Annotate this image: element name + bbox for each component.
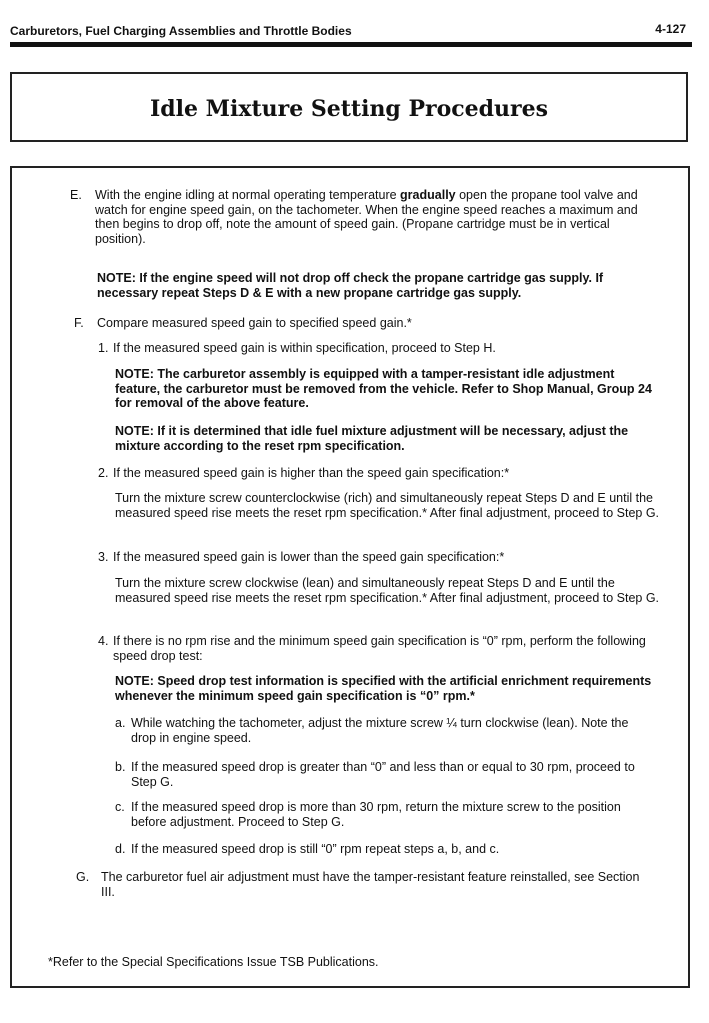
step-f3-detail: Turn the mixture screw clockwise (lean) and simultaneously repeat Steps D and E until the measured speed rise meets the reset rpm specification.* After final adjustment, proceed to Step G. xyxy=(115,576,660,605)
step-f2-label: 2. xyxy=(98,466,109,480)
step-f3-label: 3. xyxy=(98,550,109,564)
page-header xyxy=(10,22,690,42)
step-f1-label: 1. xyxy=(98,341,109,355)
step-f2-detail: Turn the mixture screw counterclockwise (rich) and simultaneously repeat Steps D and E until the measured speed rise meets the reset rpm specification.* After final adjustment, proceed to Step G. xyxy=(115,491,660,520)
step-f4-note: NOTE: Speed drop test information is specified with the artificial enrichment requirements whenever the minimum speed gain specification is “0” rpm.* xyxy=(115,674,652,703)
step-e-text-before: With the engine idling at normal operating temperature xyxy=(95,188,401,202)
step-g-text: The carburetor fuel air adjustment must have the tamper-resistant feature reinstalled, see Section III. xyxy=(101,870,640,899)
step-f4-text: If there is no rpm rise and the minimum speed gain specification is “0” rpm, perform the following speed drop test: xyxy=(113,634,646,663)
step-f4b-text: If the measured speed drop is greater than “0” and less than or equal to 30 rpm, proceed to Step G. xyxy=(131,760,635,789)
footnote: *Refer to the Special Specifications Issue TSB Publications. xyxy=(48,955,379,969)
step-f4d-text: If the measured speed drop is still “0” rpm repeat steps a, b, and c. xyxy=(131,842,500,856)
step-e-text xyxy=(95,188,655,246)
page-title: Idle Mixture Setting Procedures xyxy=(149,96,549,122)
step-f3-text: If the measured speed gain is lower than the speed gain specification:* xyxy=(113,550,505,564)
step-f-label: F. xyxy=(74,316,84,330)
step-f4d-label: d. xyxy=(115,842,126,856)
page-number: 4-127 xyxy=(655,22,686,36)
step-f4c-label: c. xyxy=(115,800,125,814)
step-f4a-text: While watching the tachometer, adjust the mixture screw ¼ turn clockwise (lean). Note the drop in engine speed. xyxy=(131,716,629,745)
step-f1-text: If the measured speed gain is within specification, proceed to Step H. xyxy=(113,341,496,355)
header-rule xyxy=(10,42,692,47)
step-f2-text: If the measured speed gain is higher than the speed gain specification:* xyxy=(113,466,510,480)
step-f-text: Compare measured speed gain to specified speed gain.* xyxy=(97,316,412,330)
step-e-note: NOTE: If the engine speed will not drop off check the propane cartridge gas supply. If necessary repeat Steps D & E with a new propane cartridge gas supply. xyxy=(97,271,604,300)
step-f4b-label: b. xyxy=(115,760,126,774)
title-box xyxy=(10,72,688,142)
step-f4a-label: a. xyxy=(115,716,126,730)
step-f4-label: 4. xyxy=(98,634,109,648)
step-f1-note2: NOTE: If it is determined that idle fuel mixture adjustment will be necessary, adjust the mixture according to the reset rpm specification. xyxy=(115,424,629,453)
step-e-bold-word: gradually xyxy=(400,188,456,202)
step-e-label: E. xyxy=(70,188,82,202)
step-f1-note1: NOTE: The carburetor assembly is equipped with a tamper-resistant idle adjustment feature, the carburetor must be removed from the vehicle. Refer to Shop Manual, Group 24 for removal of the above feature. xyxy=(115,367,652,410)
section-title: Carburetors, Fuel Charging Assemblies and Throttle Bodies xyxy=(10,24,352,38)
step-g-label: G. xyxy=(76,870,90,884)
step-f4c-text: If the measured speed drop is more than 30 rpm, return the mixture screw to the position before adjustment. Proceed to Step G. xyxy=(131,800,621,829)
step-e-text-after: open the propane tool valve and watch for engine speed gain, on the tachometer. When the engine speed reaches a maximum and then begins to drop off, note the amount of speed gain. (Propane cartridge must be in vertical position). xyxy=(95,188,638,246)
